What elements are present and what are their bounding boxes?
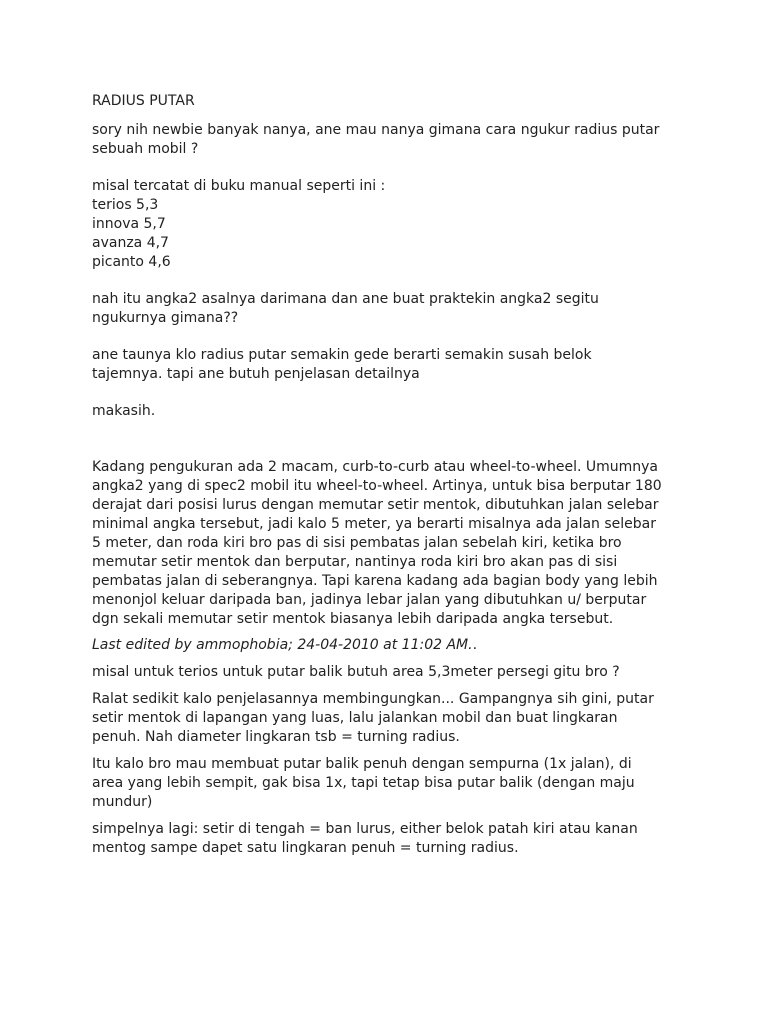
list-paragraph	[92, 177, 692, 272]
note-line: ane taunya klo radius putar semakin gede berarti semakin susah belok	[92, 347, 592, 363]
thanks-paragraph	[92, 402, 692, 421]
followup-line: nah itu angka2 asalnya darimana dan ane buat praktekin angka2 segitu	[92, 291, 599, 307]
document-title: RADIUS PUTAR	[92, 93, 195, 109]
edited-note	[92, 636, 692, 655]
list-intro: misal tercatat di buku manual seperti ini :	[92, 178, 386, 194]
note-paragraph	[92, 346, 692, 384]
answer-line: memutar setir mentok dan berputar, nantinya roda kiri bro akan pas di sisi	[92, 554, 618, 570]
reply-line: Itu kalo bro mau membuat putar balik penuh dengan sempurna (1x jalan), di	[92, 756, 632, 772]
reply-line: Ralat sedikit kalo penjelasannya membingungkan... Gampangnya sih gini, putar	[92, 691, 654, 707]
edited-note-suffix: .	[472, 637, 478, 653]
answer-line: 5 meter, dan roda kiri bro pas di sisi pembatas jalan sebelah kiri, ketika bro	[92, 535, 622, 551]
list-item: picanto 4,6	[92, 254, 171, 270]
question-paragraph	[92, 121, 692, 159]
document-page	[92, 92, 692, 858]
reply-paragraph	[92, 820, 692, 858]
edited-note-text: Last edited by ammophobia; 24-04-2010 at 11:02 AM.	[92, 637, 473, 653]
answer-line: minimal angka tersebut, jadi kalo 5 meter, ya berarti misalnya ada jalan selebar	[92, 516, 656, 532]
list-item: terios 5,3	[92, 197, 159, 213]
followup-paragraph	[92, 290, 692, 328]
question-line: sebuah mobil ?	[92, 141, 199, 157]
answer-line: derajat dari posisi lurus dengan memutar setir mentok, dibutuhkan jalan selebar	[92, 497, 659, 513]
thanks-line: makasih.	[92, 403, 156, 419]
reply-line: mentog sampe dapet satu lingkaran penuh = turning radius.	[92, 840, 519, 856]
list-item: avanza 4,7	[92, 235, 169, 251]
answer-paragraph	[92, 458, 692, 629]
list-item: innova 5,7	[92, 216, 166, 232]
answer-line: dgn sekali memutar setir mentok biasanya lebih daripada angka tersebut.	[92, 611, 614, 627]
reply-paragraph	[92, 663, 692, 682]
reply-line: mundur)	[92, 794, 153, 810]
reply-line: area yang lebih sempit, gak bisa 1x, tapi tetap bisa putar balik (dengan maju	[92, 775, 635, 791]
reply-line: penuh. Nah diameter lingkaran tsb = turning radius.	[92, 729, 460, 745]
reply-line: setir mentok di lapangan yang luas, lalu jalankan mobil dan buat lingkaran	[92, 710, 618, 726]
answer-line: angka2 yang di spec2 mobil itu wheel-to-wheel. Artinya, untuk bisa berputar 180	[92, 478, 662, 494]
reply-paragraph	[92, 755, 692, 812]
answer-line: pembatas jalan di seberangnya. Tapi karena kadang ada bagian body yang lebih	[92, 573, 658, 589]
edited-note-paragraph	[92, 636, 692, 655]
followup-line: ngukurnya gimana??	[92, 310, 239, 326]
question-line: sory nih newbie banyak nanya, ane mau nanya gimana cara ngukur radius putar	[92, 122, 660, 138]
reply-line: simpelnya lagi: setir di tengah = ban lurus, either belok patah kiri atau kanan	[92, 821, 638, 837]
note-line: tajemnya. tapi ane butuh penjelasan detailnya	[92, 366, 420, 382]
answer-line: Kadang pengukuran ada 2 macam, curb-to-curb atau wheel-to-wheel. Umumnya	[92, 459, 659, 475]
answer-line: menonjol keluar daripada ban, jadinya lebar jalan yang dibutuhkan u/ berputar	[92, 592, 647, 608]
reply-line: misal untuk terios untuk putar balik butuh area 5,3meter persegi gitu bro ?	[92, 664, 620, 680]
reply-paragraph	[92, 690, 692, 747]
